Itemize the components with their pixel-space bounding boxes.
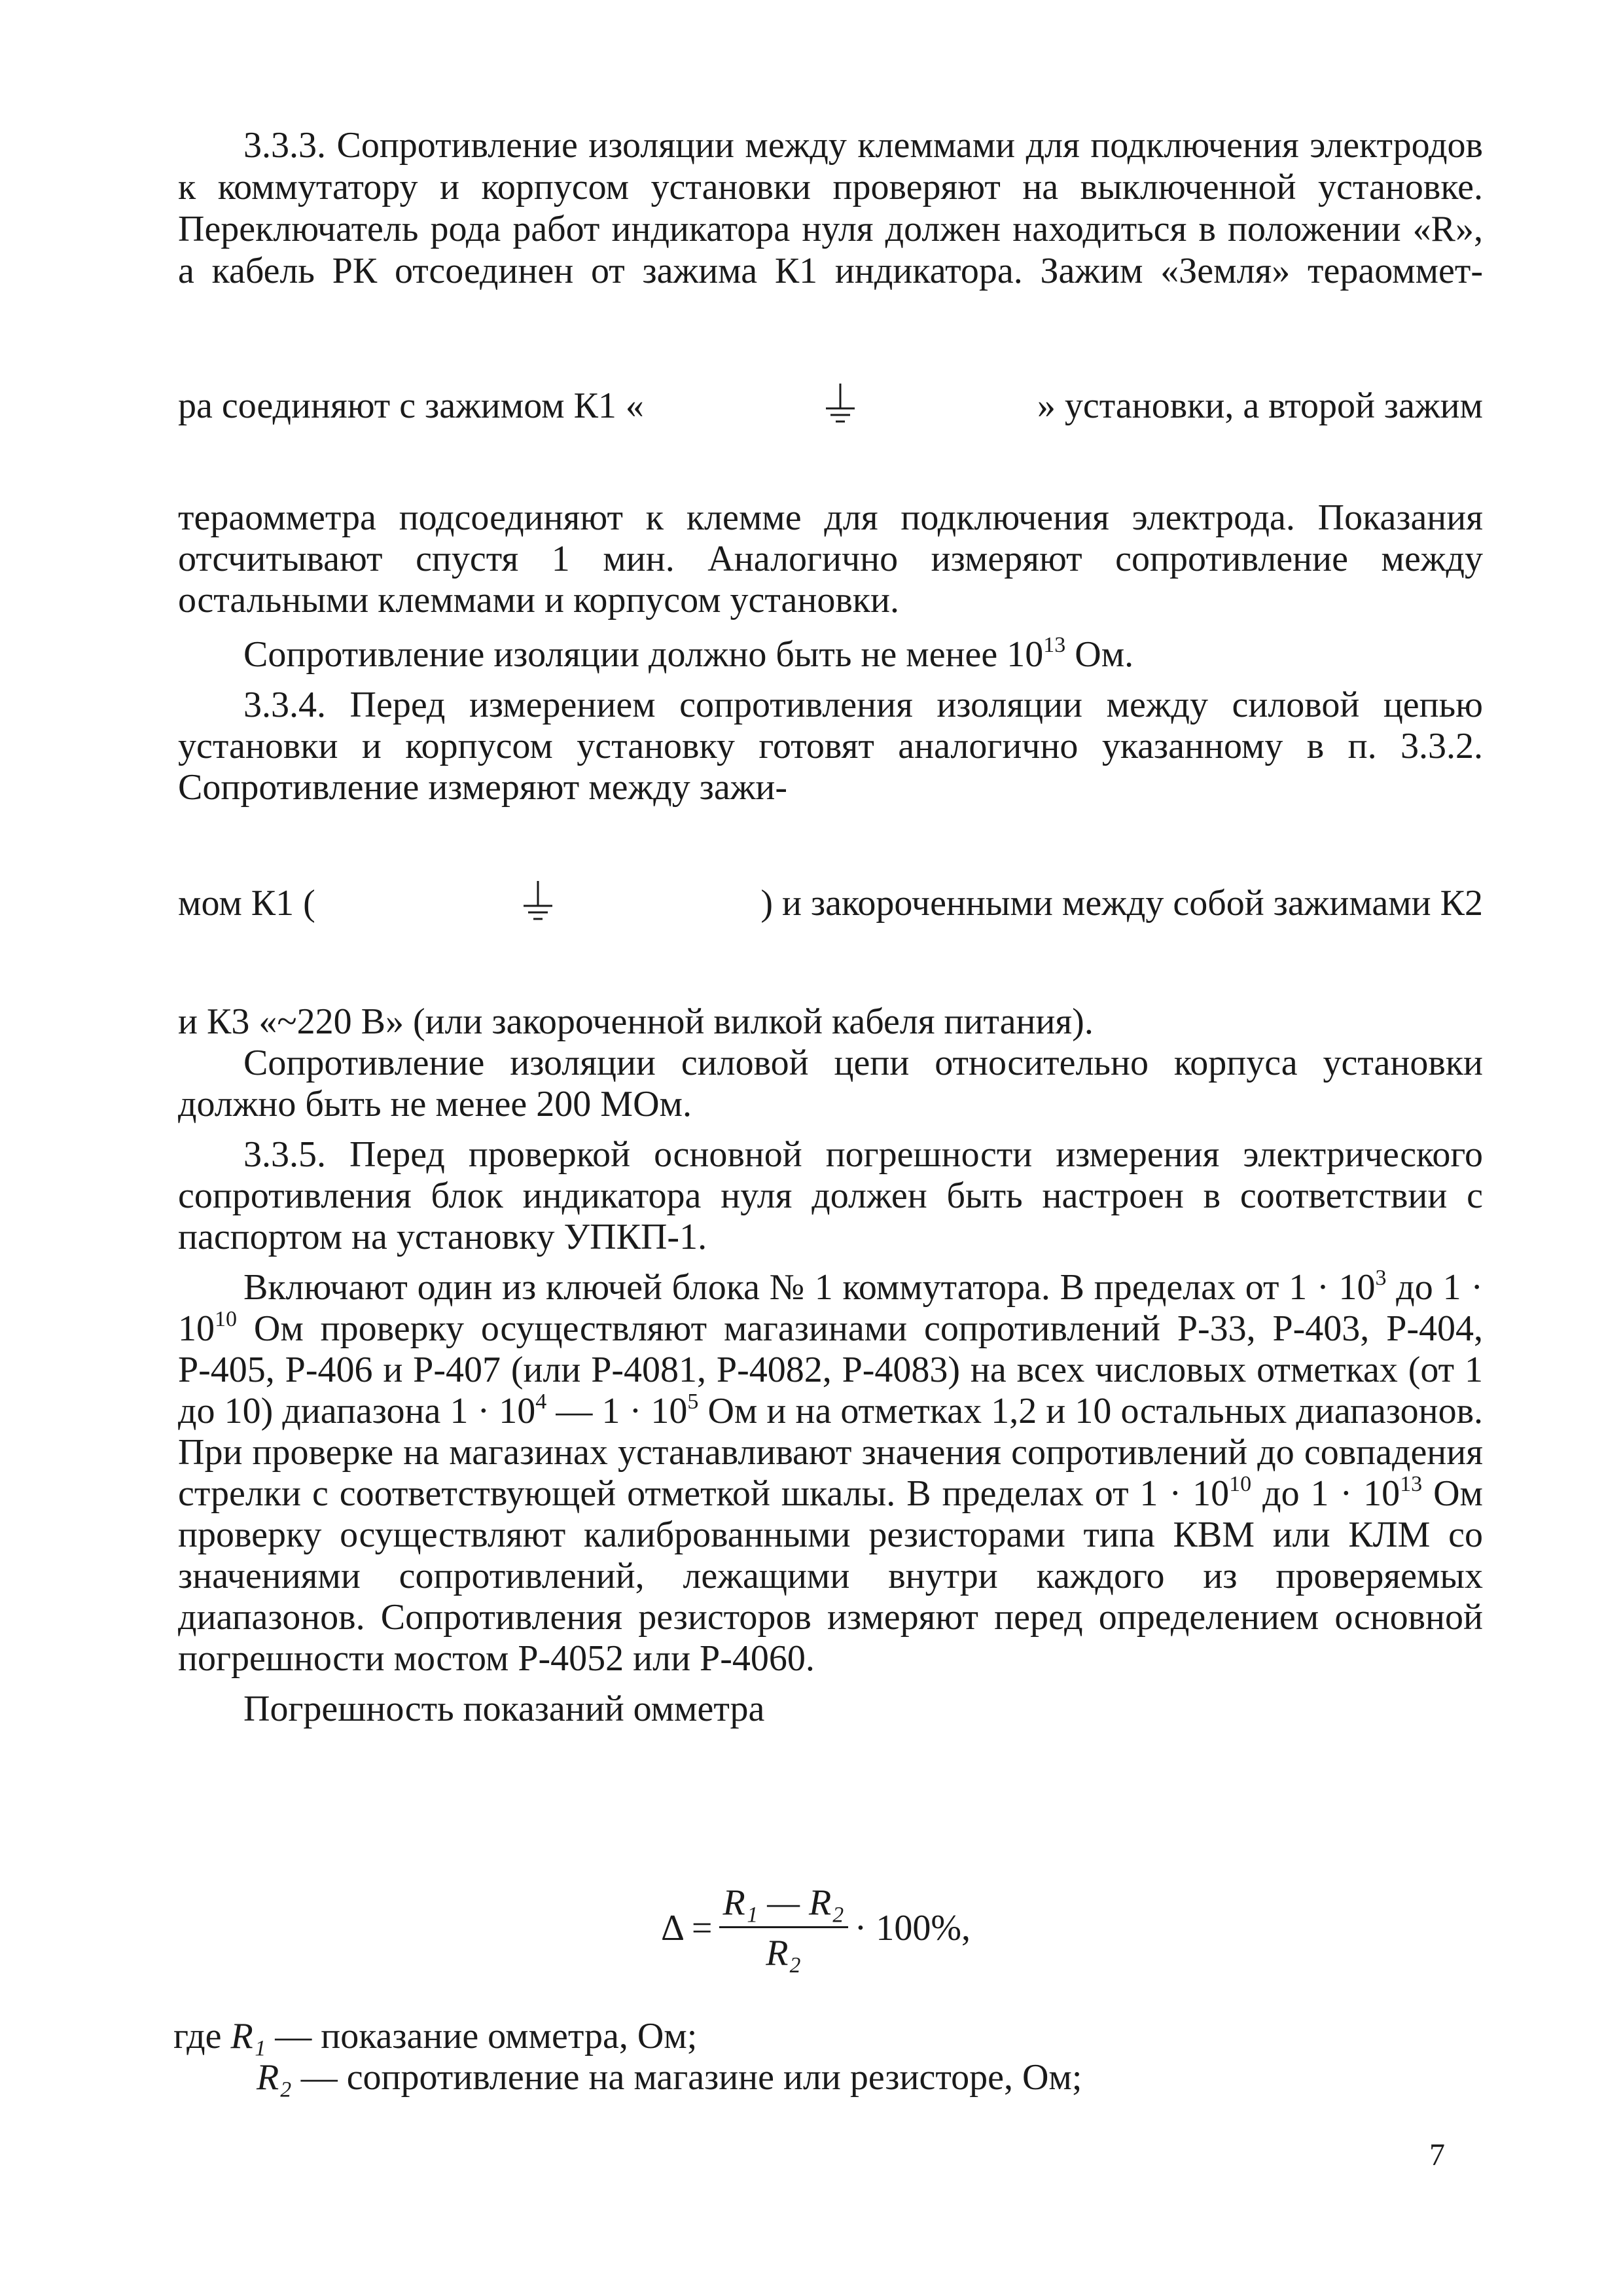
keys-exp-4: 5 [687,1390,699,1414]
keys-text-d: — 1 · 10 [546,1391,688,1431]
paragraph-3-3-5: 3.3.5. Перед проверкой основной погрешности измерения электрического сопротивления блок индикатора нуля должен быть настроен в соответствии с паспортом на установку УПКП-1. [178,1134,1483,1257]
paragraph-3-3-3-text: 3.3.3. Сопротивление изоляции между клеммами для подключения электродов к коммутатору и корпусом установки проверяют на выключенной установке. Переключатель рода работ индикатора нуля должен находиться в положении «R», а кабель РК отсоединен от зажима К1 индикатора. Зажим «Земля» тераоммет- [178,125,1483,291]
keys-exp-1: 3 [1375,1266,1387,1290]
keys-text-e: Ом и на отметках 1,2 и 10 остальных диапазонов. При проверке на магазинах устанавливают значения сопротивлений до совпадения стрелки с соответствующей отметкой шкалы. В пределах от 1 · 10 [178,1391,1484,1514]
keys-text-f: до 1 · 10 [1251,1473,1400,1514]
page-number: 7 [1429,2138,1445,2172]
legend-r1-symbol: R₁ [230,2016,266,2056]
keys-text-g: Ом проверку осуществляют калиброванными резисторами типа КВМ или КЛМ со значениями сопротивлений, лежащими внутри каждого из проверяемых диапазонов. Сопротивления резисторов измеряют перед определением основной погрешности мостом Р-4052 или Р-4060. [178,1473,1483,1679]
legend-r1 [173,2016,1478,2057]
legend-r2-symbol: R₂ [257,2057,292,2098]
formula-legend [173,2016,1478,2098]
formula-rhs: · 100%, [854,1907,971,1948]
error-formula [661,1882,971,1974]
legend-r1-desc: — показание омметра, Ом; [266,2016,698,2056]
legend-r2 [173,2057,1478,2098]
ground-line-2-after: ) и закороченными между собой зажимами К2 [760,883,1483,924]
keys-text-a: Включают один из ключей блока № 1 коммутатора. В пределах от 1 · 10 [243,1267,1376,1308]
ground-symbol-icon [821,380,860,432]
paragraph-3-3-4-text: 3.3.4. Перед измерением сопротивления изоляции между силовой цепью установки и корпусом установку готовят аналогично указанному в п. 3.3.2. Сопротивление измеряют между зажи- [178,685,1483,808]
formula-denominator: R₂ [766,1933,801,1973]
paragraph-block-3 [178,1001,1483,1730]
paragraph-3-3-4-cont: и К3 «~220 В» (или закороченной вилкой кабеля питания). [178,1001,1094,1042]
ground-line-1-after: » установки, а второй зажим [1037,386,1483,426]
paragraph-error: Погрешность показаний омметра [243,1689,765,1729]
keys-exp-2: 10 [215,1307,237,1331]
formula-lhs: Δ = [661,1907,713,1948]
legend-prefix: где [173,2016,222,2056]
ground-line-1 [178,380,1483,432]
ground-line-1-before: ра соединяют с зажимом К1 « [178,386,644,426]
keys-exp-5: 10 [1229,1472,1252,1496]
ground-line-2 [178,877,1483,929]
ground-symbol-icon [518,877,558,929]
formula-fraction [719,1882,848,1974]
keys-text-b: до 1 · 10 [178,1267,1484,1349]
keys-exp-6: 13 [1400,1472,1423,1496]
paragraph-block-2 [178,497,1483,808]
insulation-tail: Ом. [1065,634,1134,675]
ground-line-2-before: мом К1 ( [178,883,315,924]
paragraph-power-circuit: Сопротивление изоляции силовой цепи относительно корпуса установки должно быть не менее 200 МОм. [178,1043,1483,1124]
keys-text-c: Ом проверку осуществляют магазинами сопротивлений Р-33, Р-403, Р-404, Р-405, Р-406 и Р-407 (или Р-4081, Р-4082, Р-4083) на всех числовых отметках (от 1 до 10) диапазона 1 · 10 [178,1308,1483,1431]
keys-exp-3: 4 [535,1390,547,1414]
paragraph-keys [178,1267,1483,1679]
insulation-text: Сопротивление изоляции должно быть не менее 10 [243,634,1044,675]
formula-numerator: R₁ — R₂ [719,1882,848,1928]
insulation-exponent: 13 [1043,633,1066,657]
paragraph-3-3-4 [178,685,1483,808]
legend-r2-desc: — сопротивление на магазине или резисторе, Ом; [291,2057,1082,2098]
paragraph-3-3-3-cont: тераомметра подсоединяют к клемме для подключения электрода. Показания отсчитывают спустя 1 мин. Аналогично измеряют сопротивление между остальными клеммами и корпусом установки. [178,497,1483,620]
paragraph-insulation-min [178,634,1483,675]
paragraph-block-1 [178,124,1483,292]
paragraph-3-3-3 [178,124,1483,292]
